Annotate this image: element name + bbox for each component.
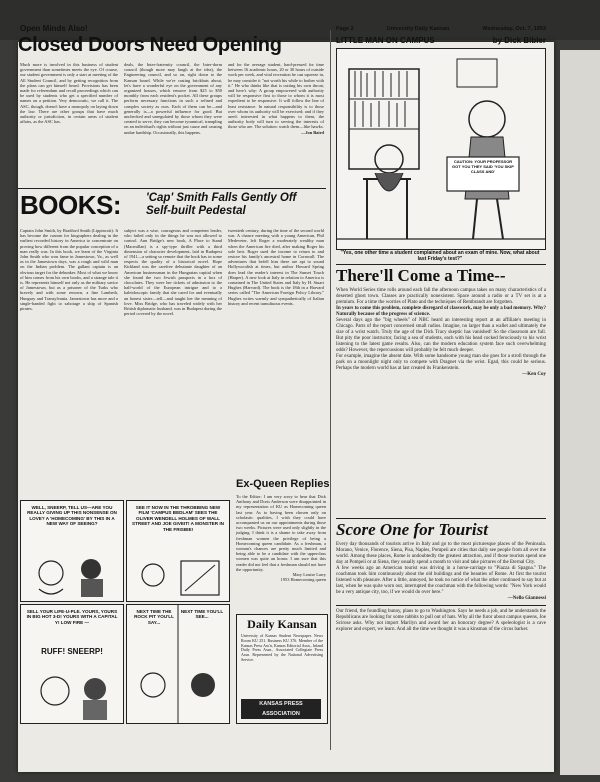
books-subtitle: 'Cap' Smith Falls Gently Off Self-built Pedestal	[146, 192, 297, 217]
cartoon-byline: by Dick Bibler	[492, 36, 546, 45]
divider	[336, 264, 546, 265]
exqueen-signature: Mary Louise Larry	[292, 572, 326, 578]
kansas-press-badge: KANSAS PRESS ASSOCIATION	[241, 699, 321, 719]
cartoon-sign: CAUTION: YOUR PROFESSOR GOT YOU THEY SAID 'YOU SKIP CLASS AND'	[452, 159, 514, 174]
books-col3: twentieth century, during the time of the second world war. A chance meeting with a young American, Phil Medeveter, left Roger a moderately wealthy man when the American fire died, after making Roger his sole heir. Roger used the income to return to and restore his family's ancestral home in Cornwall. The adventures that befell him there are apt to sound Hollywoodish at times, but author Howard Spring does lead the reader's interest in The Sunset Touch (Harper). A new look at Italy in relation to America is contained in The United States and Italy by H. Stuart Hughes (Harvard). The book is the 18th in a Harvard series called "The American Foreign Policy Library." Hughes writes warmly and sympathetically of Italian history and recent tumultuous events.	[228, 228, 324, 306]
daily-kansan-name: Daily Kansan	[247, 617, 317, 631]
come-time-title: There'll Come a Time--	[336, 266, 506, 285]
cartoon-drawing	[337, 49, 545, 249]
divider	[18, 188, 326, 189]
divider	[336, 605, 546, 606]
headline: Closed Doors Need Opening	[18, 34, 282, 56]
daily-kansan-box	[236, 614, 328, 724]
books-title: BOOKS:	[20, 190, 121, 220]
score-title: Score One for Tourist	[336, 520, 488, 539]
come-time-signature: —Ken Coy	[522, 372, 546, 377]
exqueen-title: Ex-Queen Replies	[236, 478, 330, 490]
daily-kansan-info: University of Kansas Student Newspaper. News Room KU 251. Business KU 376. Member of the Kansas Press Ass'n, Kansas Editorial Assn., Inland Daily Press Assn., Associated Collegiate Press Assn. Represented by the National Advertising Service.	[241, 633, 323, 662]
masthead	[336, 26, 546, 32]
comic-panel-3: SELL YOUR LIFE-U-PLE. YOURS, YOURS IN BIG HOT 3-D! YOURS WITH A CAPITAL Y! LOW FIRE — RUFF! SNEERP!	[20, 604, 124, 724]
closed-doors-col2: deals, the Inter-fraternity council, the Inter-dorm council (though more may laugh at the idea), the Engineering council, and so on, right down to the Kansan board. While we're casting brickbats about, let's have a wonderful eye on the government of any organized houses, which remove from $25 to $50 monthly from each resident's pocket. All these groups perform necessary functions in such a refined and complex society as ours. Each of them can be—and generally is—a powerful influence for good. But unchecked and unregulated by those whom they were created to serve, they can become tyrannical, trampling on an individual's rights without just cause and causing undue hardship. Occasionally, this happens.	[124, 62, 222, 135]
divider	[336, 518, 546, 519]
comic-panel-1: WELL, SNEERP, TELL US—ARE YOU REALLY GIVING UP THIS NONSENSE ON LOVE? A 'HOMECOMING' BY THIS IN A NEW WAY OF SEEING?	[20, 500, 124, 602]
comic-drawing	[127, 501, 229, 601]
comic-drawing	[21, 605, 123, 723]
cartoon-header	[336, 36, 546, 45]
page-number: Page 2	[336, 26, 354, 32]
cartoon-panel	[336, 48, 546, 250]
exqueen-letter: To the Editor: I am very sorry to hear that Dick Anthony and Doris Anderson were disappointed in my representation of KU as Homecoming queen last year. As to having been chosen only on scholastic qualities, I wish they could have accompanied us on our appointments during those two weeks. Pictures were used only slightly in the judging. I think it is a shame to take away from freshman women the privilege of being a Homecoming queen candidate. As a freshman, a woman's chances are pretty much limited and being able to be a candidate with the upperclass women was quite an honor. I am sure that this reader did not feel that a freshman should not have the opportunity. Mary Louise Larry 1953 Homecoming queen	[236, 494, 326, 583]
column-rule	[330, 30, 331, 750]
comic-drawing	[127, 605, 229, 723]
cartoon-caption: "Yes, one other time a student complained about an exam of mine. Now, what about last Friday's test?"	[340, 250, 540, 262]
comic-panel-4: NEXT TIME THE ROCK PIT YOU'LL SAY... NEXT TIME YOU'LL SEE...	[126, 604, 230, 724]
closed-doors-signature: —Jon Baird	[300, 129, 324, 135]
closed-doors-col3: and for the average student, hard-pressed for time between 16 academic hours, 20 or 30 hours of outside work per week, and vital recreation he can squeeze in, he may consider it "not worth his while to bother with it." He who thinks like that is cutting his own throat, and here's why: A group empowered with authority will be responsive first to those to whom it is most expedient to be responsive. It will follow the line of least resistance. In natural responsibility is to those over whom its authority will be exercised; and if they aren't interested in what happens to them, the authority body will turn to serving the interests of those who are. The solution: watch them—like hawks. —Jon Baird	[228, 62, 324, 135]
score-signature: —Nello Giannessi	[507, 596, 546, 601]
score-body: Every day thousands of tourists arrive in Italy and go to the most picturesque places of the Peninsula. Morano, Venice, Florence, Siena, Pisa, Naples, Pompeii are cities that daily see people from all over the world. Among these places, Rome is undoubtedly the greatest attraction, and if those tourists spend one day at Pompeii or at Siena, they usually spend a month to visit and take pictures of the Eternal City. A few weeks ago an American tourist was driving in a horse-carriage to "Piazza di Spagna." The coachman took him continuously about the old buildings and the beauties of Rome. At first the tourist listened with pleasure. After a little, annoyed, he took no notice of what the other continued to say but at last, when he was quite worn out, interrupted the coachman with the following words: "New York would be a very antique city, too, if we would do over here." —Nello Giannessi Our friend, the foundling bunny, plans to go to Washington. Says he needs a job, and he understands the Republicans are looking for some rabbits to pull out of hats. Why all the furor about campus queens, Joe Scirose asks. Why not import Marilyn and award her an honorary degree? A speleologist is a cave explorer and expert, we learn. And all the time we thought it was a kinsman of the circus barker.	[336, 542, 546, 632]
books-col1: Captain John Smith, by Bradford Smith (Lippincott): It has become the custom for biographers dealing in the earliest recorded history in America to concentrate on proving how different from the popular conception of a man really was. In this book, we learn of the Virginia John Smith who won fame in Jamestown, Va., as well as in the Jamestown days, was a rough and wild man on the Indian problem. The gallant captain is an obvious target for the debunker. Most of what we know of him comes from his own books, and a strange tale it is. He represents himself not only as the military savior of Jamestown, but as a prisoner of the Turks who bravely and with some renown, a fine Lambeth, Hungary and Transylvania. Jamestown has more and a single-handed fight to sabotage a ship of Spanish pirates.	[20, 228, 118, 312]
comic-panel-2: SEE IT NOW IN THE THROBBING NEW FILM 'CAMPUS BEDLAM' SEES THE OLIVER WENDELL HOLMES OF WALL STREET AND JOE GIVEIT! A MONSTER IN THE FRISBIE!	[126, 500, 230, 602]
closed-doors-col1: Much more is involved in this business of student government than sometimes meets the eye. Of course, our student government is only a start at meeting of the All Student Council, and by getting recognition from the plans can get himself heard. Provisions has been made for referendum and recall proceedings which can be used by students who get a specified number of names on a petition. Very democratic, we call it. The ASC, though, doesn't have a monopoly on laying down the law. There are other groups that have much authority or jurisdiction, in certain areas of student affairs, as the ASC has.	[20, 62, 118, 125]
kicker: Open Minds Also!	[20, 24, 88, 33]
cartoon-title: LITTLE MAN ON CAMPUS	[336, 36, 435, 45]
come-time-body: When World Series time rolls around each fall the afternoon campus takes on many characteristics of a deserted ghost town. Classes are practically nonexistent. Space around a radio or a TV set is at a premium. For a time the worries of Plato and the techniques of Rembrandt are forgotten. In years to come this problem, complete disregard of classwork, may be only a bad memory. Why? Naturally because of the progress of science. Several days ago the "big wheels" of NBC heard an interesting report at an affiliate's meeting in Chicago. Parts of the report concerned small radios. Imagine, no larger than a wallet and ultimately the size of a wrist watch. Truly the age of the Dick Tracy skeptic has vanished! So the classroom are full. But pity the poor instructor, facing a sea of students, each with his head cocked ferociously to his wrist listening to the latest game results. Also, can the modern education system face such overwhelming odds? However, the repercussions will probably be felt much deeper. For example, imagine the absent date. With some handsome young man she goes for a stroll through the park on a moonlight night only to compete with Dragnet via the wrist. Egad, this could be serious. Perhaps the modern world has at last created its Frankenstein. —Ken Coy	[336, 288, 546, 377]
comic-drawing	[21, 501, 123, 601]
books-col2: subject was a wise, courageous and competent leader, who failed only in the things he was not allowed to control. Ann Bridge's new book, A Place to Stand (Macmillan) is a spy-type thriller with a third dimension of character development, laid in Budapest of 1941—a setting so remote that the book has in some respects the quality of a historical novel. Hope Kirkland was the carefree debutante daughter of an American businessman in the Hungarian capital when she found the two Jewish passports in a box of chocolates. They were her tickets of admission to the half-world of the European intrigue and to a kaleidoscopic family that she cared for and eventually an honest sister—tell—and taught her the meaning of love. Miss Bridge, who has traveled widely with her British diplomatic husband, was in Budapest during the period covered by the novel.	[124, 228, 222, 317]
newspaper-page	[18, 24, 554, 772]
exqueen-signature-title: 1953 Homecoming queen	[280, 577, 326, 583]
paper-name: University Daily Kansan	[386, 26, 450, 32]
issue-date: Wednesday, Oct. 7, 1953	[482, 26, 546, 32]
adjacent-page-edge	[560, 50, 600, 775]
